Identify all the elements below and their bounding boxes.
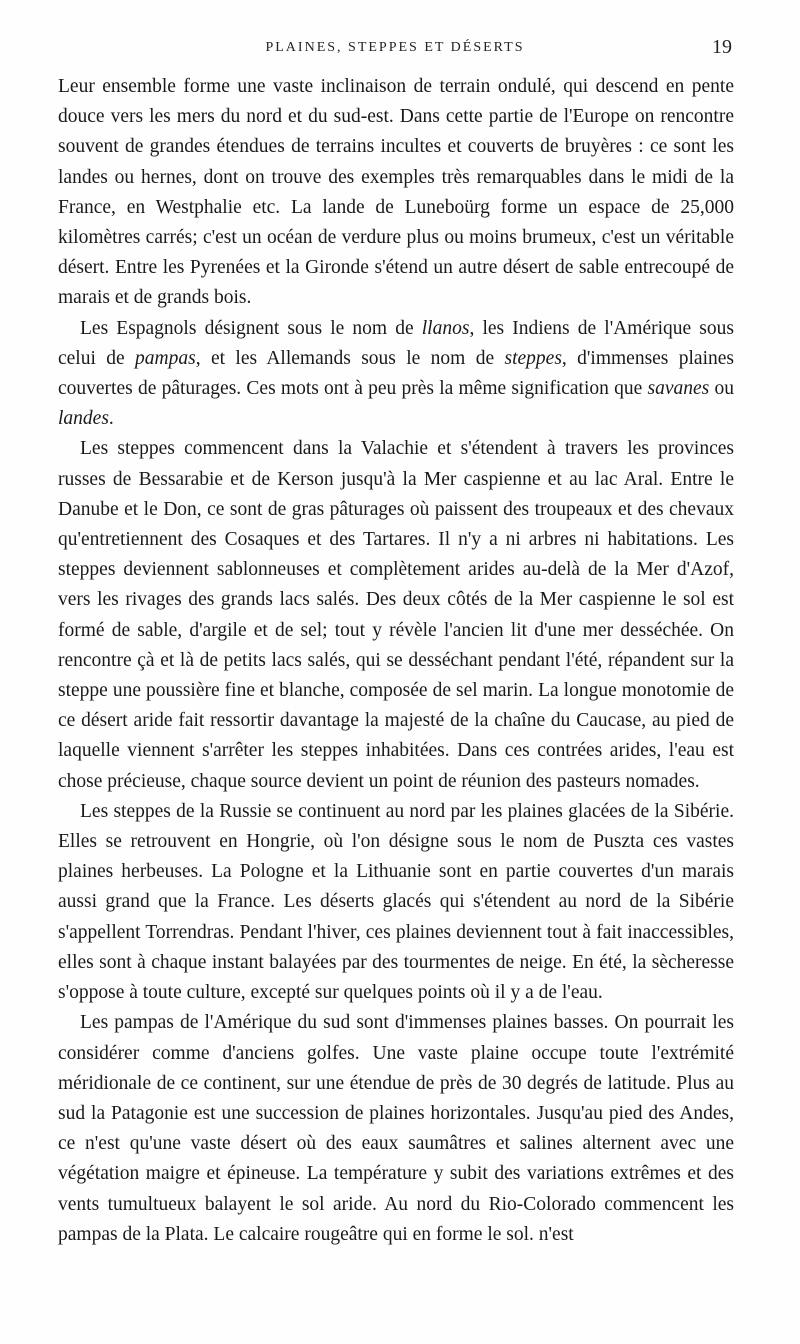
text-segment: . <box>108 408 114 430</box>
text-segment: ou <box>709 378 734 400</box>
italic-term: landes <box>58 408 109 430</box>
text-segment: Les steppes de la Russie se continuent au nord par les plaines glacées de la Sibérie. Elles se retrouvent en Hongrie, où l'on désigne sous le nom de Puszta ces vastes plaines herbeuses. La Pologne et la Lithuanie sont en partie couvertes d'un marais aussi grand que la France. Les déserts glacés qui s'étendent au nord de la Sibérie s'appellent Torrendras. Pendant l'hiver, ces plaines deviennent tout à fait inaccessibles, elles sont à chaque instant balayées par des tourmentes de neige. En été, la sècheresse s'oppose à toute culture, excepté sur quelques points où il y a de l'eau. <box>58 800 734 1004</box>
page-number: 19 <box>712 36 732 58</box>
paragraph <box>58 72 734 314</box>
italic-term: llanos <box>421 317 470 339</box>
text-segment: , d'immenses plaines couvertes de pâturages. Ces mots ont à peu près la même signification que <box>58 347 735 400</box>
italic-term: steppes <box>504 347 562 369</box>
page-header <box>58 36 732 62</box>
text-segment: , les Indiens de l'Amérique sous celui de <box>58 317 734 369</box>
paragraph <box>58 434 734 796</box>
italic-term: pampas <box>135 347 196 369</box>
italic-term: savanes <box>647 378 710 400</box>
paragraph <box>58 314 734 435</box>
text-segment: , et les Allemands sous le nom de <box>195 347 505 369</box>
text-segment: Les pampas de l'Amérique du sud sont d'immenses plaines basses. On pourrait les considérer comme d'anciens golfes. Une vaste plaine occupe toute l'extrémité méridionale de ce continent, sur une étendue de près de 30 degrés de latitude. Plus au sud la Patagonie est une succession de plaines horizontales. Jusqu'au pied des Andes, ce n'est qu'une vaste désert où des eaux saumâtres et salines alternent avec une végétation maigre et épineuse. La température y subit des variations extrêmes et des vents tumultueux balayent le sol aride. Au nord du Rio-Colorado commencent les pampas de la Plata. Le calcaire rougeâtre qui en forme le sol. n'est <box>58 1012 734 1245</box>
body-text <box>58 72 734 1250</box>
running-title: PLAINES, STEPPES ET DÉSERTS <box>265 40 525 55</box>
paragraph <box>58 1008 734 1250</box>
text-segment: Les steppes commencent dans la Valachie et s'étendent à travers les provinces russes de Bessarabie et de Kerson jusqu'à la Mer caspienne et au lac Aral. Entre le Danube et le Don, ce sont de gras pâturages où paissent des troupeaux et des chevaux qu'entretiennent des Cosaques et des Tartares. Il n'y a ni arbres ni habitations. Les steppes deviennent sablonneuses et complètement arides au-delà de la Mer d'Azof, vers les rivages des grands lacs salés. Des deux côtés de la Mer caspienne le sol est formé de sable, d'argile et de sel; tout y révèle l'ancien lit d'une mer desséchée. On rencontre çà et là de petits lacs salés, qui se desséchant pendant l'été, répandent sur la steppe une poussière fine et blanche, composée de sel marin. La longue monotomie de ce désert aride fait ressortir davantage la majesté de la chaîne du Caucase, au pied de laquelle viennent s'arrêter les steppes inhabitées. Dans ces contrées arides, l'eau est chose précieuse, chaque source devient un point de réunion des pasteurs nomades. <box>58 438 734 792</box>
text-segment: Les Espagnols désignent sous le nom de <box>80 317 422 339</box>
text-segment: Leur ensemble forme une vaste inclinaison de terrain ondulé, qui descend en pente douce vers les mers du nord et du sud-est. Dans cette partie de l'Europe on rencontre souvent de grandes étendues de terrains incultes et couverts de bruyères : ce sont les landes ou hernes, dont on trouve des exemples très remarquables dans le midi de la France, en Westphalie etc. La lande de Luneboürg forme un espace de 25,000 kilomètres carrés; c'est un océan de verdure plus ou moins brumeux, c'est un véritable désert. Entre les Pyrenées et la Gironde s'étend un autre désert de sable entrecoupé de marais et de grands bois. <box>58 76 734 309</box>
paragraph <box>58 797 734 1008</box>
